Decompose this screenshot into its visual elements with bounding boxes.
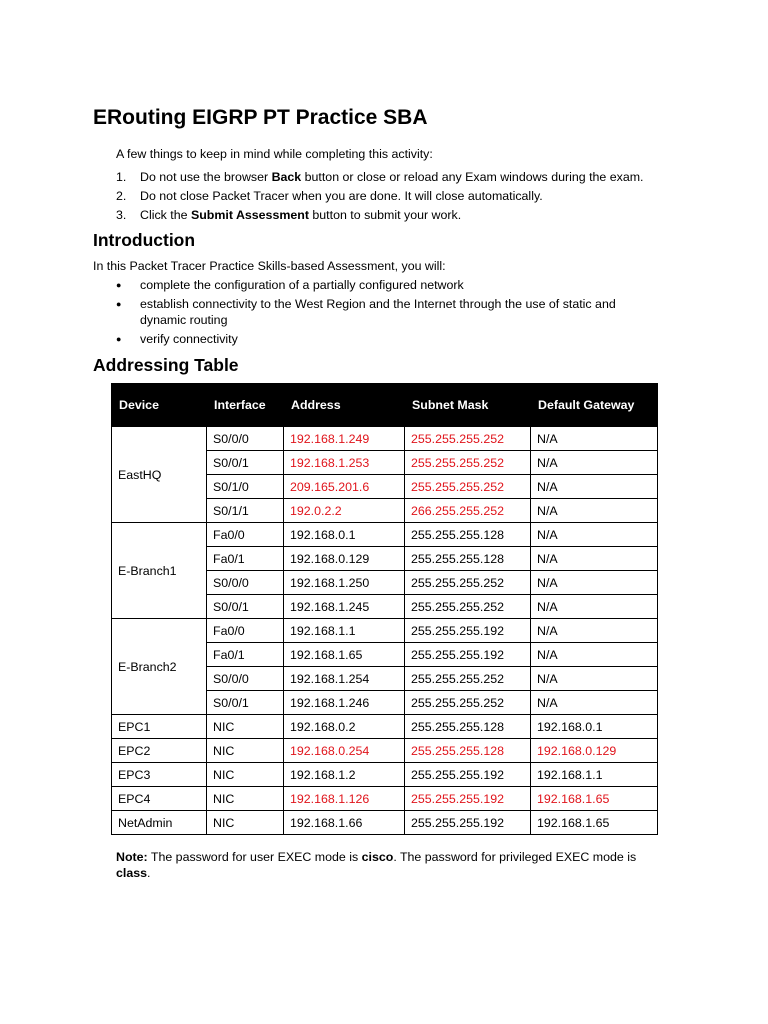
interface-cell: S0/0/0: [207, 427, 284, 451]
bullet-item: [116, 332, 660, 348]
table-row: [112, 739, 658, 763]
gateway-cell: N/A: [531, 595, 658, 619]
intro-line: A few things to keep in mind while completing this activity:: [116, 147, 433, 161]
bullet-icon: ●: [116, 299, 122, 309]
device-cell: EastHQ: [112, 427, 207, 523]
interface-cell: NIC: [207, 763, 284, 787]
password-note: [116, 850, 656, 881]
address-cell: 192.168.0.1: [284, 523, 405, 547]
mask-cell: 255.255.255.252: [405, 451, 531, 475]
gateway-cell: N/A: [531, 523, 658, 547]
column-header: Device: [112, 384, 207, 427]
page-title: ERouting EIGRP PT Practice SBA: [93, 106, 428, 129]
table-header-row: [112, 384, 658, 427]
table-row: [112, 619, 658, 643]
address-cell: 192.168.0.254: [284, 739, 405, 763]
address-cell: 192.168.0.2: [284, 715, 405, 739]
device-cell: E-Branch1: [112, 523, 207, 619]
gateway-cell: 192.168.0.129: [531, 739, 658, 763]
rule-text-before: Do not use the browser: [140, 170, 272, 184]
gateway-cell: 192.168.0.1: [531, 715, 658, 739]
mask-cell: 255.255.255.128: [405, 739, 531, 763]
address-cell: 192.168.1.66: [284, 811, 405, 835]
bullet-text: complete the configuration of a partially configured network: [140, 278, 464, 292]
address-cell: 192.168.1.1: [284, 619, 405, 643]
gateway-cell: 192.168.1.1: [531, 763, 658, 787]
address-cell: 192.168.0.129: [284, 547, 405, 571]
rule-text-bold: Submit Assessment: [190, 208, 309, 222]
column-header: Interface: [207, 384, 284, 427]
rule-text: [140, 208, 461, 227]
rule-text-after: button to submit your work.: [308, 208, 462, 222]
table-row: [112, 523, 658, 547]
gateway-cell: N/A: [531, 643, 658, 667]
address-cell: 192.168.1.250: [284, 571, 405, 595]
note-label: Note:: [116, 850, 148, 864]
note-privileged-password: class: [116, 865, 148, 880]
rule-text: [140, 170, 644, 189]
address-cell: 192.168.1.246: [284, 691, 405, 715]
address-cell: 192.168.1.65: [284, 643, 405, 667]
gateway-cell: N/A: [531, 619, 658, 643]
gateway-cell: N/A: [531, 451, 658, 475]
device-cell: EPC2: [112, 739, 207, 763]
address-cell: 192.168.1.254: [284, 667, 405, 691]
address-cell: 192.168.1.126: [284, 787, 405, 811]
table-row: [112, 763, 658, 787]
device-cell: EPC1: [112, 715, 207, 739]
table-row: [112, 715, 658, 739]
table-body: [112, 427, 658, 835]
column-header: Default Gateway: [531, 384, 658, 427]
rule-item: [116, 170, 644, 189]
rule-number: 2.: [116, 189, 127, 203]
gateway-cell: 192.168.1.65: [531, 811, 658, 835]
interface-cell: Fa0/1: [207, 643, 284, 667]
introduction-heading: Introduction: [93, 230, 196, 250]
mask-cell: 255.255.255.252: [405, 475, 531, 499]
interface-cell: S0/0/0: [207, 667, 284, 691]
device-cell: NetAdmin: [112, 811, 207, 835]
rule-number: 1.: [116, 170, 127, 184]
column-header: Subnet Mask: [405, 384, 531, 427]
interface-cell: NIC: [207, 787, 284, 811]
bullet-icon: ●: [116, 333, 122, 344]
rules-list: [116, 170, 644, 227]
device-cell: EPC3: [112, 763, 207, 787]
bullet-item: [116, 278, 660, 294]
address-cell: 192.168.1.2: [284, 763, 405, 787]
rule-text-after: button or close or reload any Exam windows during the exam.: [301, 170, 644, 184]
interface-cell: S0/0/0: [207, 571, 284, 595]
introduction-paragraph: In this Packet Tracer Practice Skills-based Assessment, you will:: [93, 259, 446, 273]
gateway-cell: N/A: [531, 427, 658, 451]
note-exec-password: cisco: [361, 850, 394, 864]
mask-cell: 255.255.255.252: [405, 571, 531, 595]
address-cell: 209.165.201.6: [284, 475, 405, 499]
note-text-1: The password for user EXEC mode is: [147, 850, 362, 864]
addressing-table-heading: Addressing Table: [93, 355, 239, 375]
note-text-2: . The password for privileged EXEC mode is: [393, 850, 637, 864]
bullet-item: [116, 297, 660, 328]
note-text-3: .: [147, 865, 151, 880]
device-cell: E-Branch2: [112, 619, 207, 715]
mask-cell: 255.255.255.192: [405, 619, 531, 643]
mask-cell: 255.255.255.252: [405, 427, 531, 451]
rule-item: [116, 208, 644, 227]
mask-cell: 255.255.255.192: [405, 811, 531, 835]
introduction-bullets: [116, 278, 660, 351]
addressing-table: [111, 383, 658, 835]
table-row: [112, 811, 658, 835]
rule-text-before: Click the: [140, 208, 191, 222]
bullet-text: establish connectivity to the West Region and the Internet through the use of static and dynamic routing: [140, 297, 616, 327]
interface-cell: NIC: [207, 739, 284, 763]
column-header: Address: [284, 384, 405, 427]
address-cell: 192.168.1.249: [284, 427, 405, 451]
mask-cell: 255.255.255.252: [405, 667, 531, 691]
address-cell: 192.0.2.2: [284, 499, 405, 523]
interface-cell: Fa0/1: [207, 547, 284, 571]
mask-cell: 255.255.255.252: [405, 691, 531, 715]
gateway-cell: 192.168.1.65: [531, 787, 658, 811]
mask-cell: 255.255.255.128: [405, 547, 531, 571]
rule-text-before: Do not close Packet Tracer when you are done. It will close automatically.: [140, 189, 543, 203]
rule-number: 3.: [116, 208, 127, 222]
interface-cell: S0/1/0: [207, 475, 284, 499]
interface-cell: S0/0/1: [207, 451, 284, 475]
mask-cell: 255.255.255.252: [405, 595, 531, 619]
mask-cell: 255.255.255.128: [405, 715, 531, 739]
mask-cell: 255.255.255.192: [405, 643, 531, 667]
gateway-cell: N/A: [531, 475, 658, 499]
gateway-cell: N/A: [531, 691, 658, 715]
device-cell: EPC4: [112, 787, 207, 811]
rule-text-bold: Back: [271, 170, 302, 184]
table-row: [112, 787, 658, 811]
gateway-cell: N/A: [531, 571, 658, 595]
gateway-cell: N/A: [531, 547, 658, 571]
gateway-cell: N/A: [531, 667, 658, 691]
rule-item: [116, 189, 644, 208]
bullet-text: verify connectivity: [140, 331, 238, 346]
interface-cell: NIC: [207, 715, 284, 739]
address-cell: 192.168.1.245: [284, 595, 405, 619]
bullet-icon: ●: [116, 280, 122, 290]
interface-cell: S0/0/1: [207, 691, 284, 715]
interface-cell: S0/1/1: [207, 499, 284, 523]
mask-cell: 255.255.255.192: [405, 787, 531, 811]
mask-cell: 255.255.255.128: [405, 523, 531, 547]
interface-cell: NIC: [207, 811, 284, 835]
table-row: [112, 427, 658, 451]
mask-cell: 266.255.255.252: [405, 499, 531, 523]
gateway-cell: N/A: [531, 499, 658, 523]
mask-cell: 255.255.255.192: [405, 763, 531, 787]
interface-cell: S0/0/1: [207, 595, 284, 619]
interface-cell: Fa0/0: [207, 619, 284, 643]
interface-cell: Fa0/0: [207, 523, 284, 547]
rule-text: [140, 189, 543, 208]
address-cell: 192.168.1.253: [284, 451, 405, 475]
